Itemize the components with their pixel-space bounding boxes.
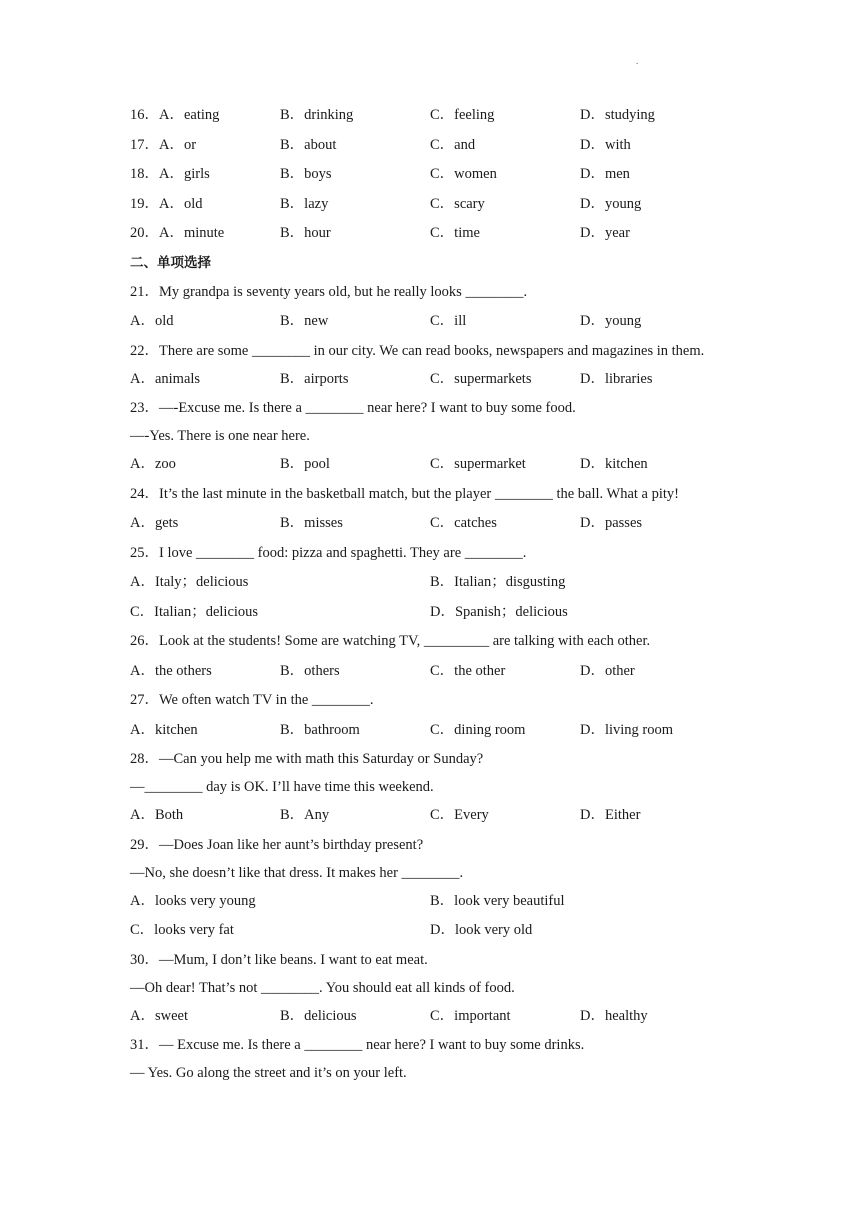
option-d: D．libraries [580,370,653,387]
question-number: 19． [130,195,159,212]
option-d: D．healthy [580,1007,648,1024]
option-b: B．pool [280,456,330,472]
option-c: C．Every [430,807,489,823]
option-a: A．kitchen [130,721,198,738]
option-b: B．Italian；disgusting [430,574,566,590]
option-c: C．ill [430,313,467,329]
question-stem: 24．It’s the last minute in the basketball match, but the player ________ the ball. What a pity! [130,485,679,502]
option-c: C．looks very fat [130,922,234,938]
question-stem: 21．My grandpa is seventy years old, but he really looks ________. [130,283,528,300]
question-stem: 31．— Excuse me. Is there a ________ near here? I want to buy some drinks. [130,1037,585,1053]
option-d: D．kitchen [580,456,648,472]
option-a: A．looks very young [130,892,256,909]
question-stem: 23．—-Excuse me. Is there a ________ near here? I want to buy some food. [130,400,576,416]
option-b: B．others [280,662,340,679]
options-row [130,598,730,628]
cloze-row [130,219,730,249]
option-d: D．passes [580,515,643,531]
question-number: 16． [130,107,159,123]
option-d: D．young [580,195,642,212]
option-d: D．Either [580,807,641,823]
option-d: D．men [580,166,630,182]
option-c: C．important [430,1007,511,1024]
option-b: B．bathroom [280,721,360,738]
option-d: D．Spanish；delicious [430,603,568,620]
options-row [130,916,730,946]
option-b: B．lazy [280,195,329,212]
dialogue-reply: —No, she doesn’t like that dress. It makes her ________. [130,864,464,881]
question-stem: 28．—Can you help me with math this Saturday or Sunday? [130,751,484,767]
question-stem: 27．We often watch TV in the ________. [130,692,374,708]
option-c: C．the other [430,662,506,679]
option-c: C．catches [430,515,497,531]
dialogue-reply: —________ day is OK. I’ll have time this weekend. [130,779,434,795]
section-title: 二、单项选择 [130,254,211,271]
dialogue-reply: — Yes. Go along the street and it’s on your left. [130,1065,407,1081]
option-a: A．Both [130,807,184,823]
option-c: C．feeling [430,107,495,123]
option-b: B．new [280,313,329,329]
question-number: 18． [130,166,159,182]
option-a: A．or [159,136,197,153]
option-a: A．gets [130,515,179,531]
option-a: A．Italy；delicious [130,574,249,590]
options-row [130,716,730,746]
option-b: B．airports [280,370,349,387]
option-d: D．living room [580,721,674,738]
option-b: B．hour [280,225,331,241]
option-d: D．young [580,313,642,329]
header-mark: . [636,56,639,66]
option-a: A．sweet [130,1007,188,1024]
option-d: D．year [580,225,630,241]
option-a: A．minute [159,225,225,241]
option-b: B．Any [280,807,330,823]
options-row [130,887,730,917]
options-row [130,450,730,480]
question-number: 17． [130,136,159,153]
option-a: A．old [159,195,203,212]
option-b: B．delicious [280,1007,357,1024]
question-stem: 26．Look at the students! Some are watching TV, _________ are talking with each other. [130,633,651,649]
option-b: B．misses [280,515,343,531]
option-c: C．supermarket [430,456,526,472]
question-stem: 29．—Does Joan like her aunt’s birthday present? [130,836,424,853]
option-a: A．the others [130,662,212,679]
option-c: C．Italian；delicious [130,603,259,620]
options-row [130,568,730,598]
option-b: B．look very beautiful [430,892,565,909]
options-row [130,1002,730,1032]
options-row [130,365,730,395]
option-b: B．boys [280,166,332,182]
option-c: C．supermarkets [430,370,532,387]
option-c: C．and [430,136,476,153]
option-a: A．old [130,313,174,329]
dialogue-reply: —Oh dear! That’s not ________. You should eat all kinds of food. [130,979,515,996]
option-b: B．about [280,136,337,153]
question-stem: 22．There are some ________ in our city. We can read books, newspapers and magazines in them. [130,342,705,359]
option-c: C．women [430,166,497,182]
cloze-row [130,190,730,220]
option-a: A．eating [159,107,220,123]
dialogue-reply: —-Yes. There is one near here. [130,428,310,444]
option-c: C．scary [430,195,485,212]
option-a: A．girls [159,166,210,182]
option-d: D．with [580,136,631,153]
options-row [130,509,730,539]
cloze-row [130,131,730,161]
question-stem: 30．—Mum, I don’t like beans. I want to eat meat. [130,951,428,968]
cloze-row [130,101,730,131]
option-a: A．animals [130,370,201,387]
option-b: B．drinking [280,107,354,123]
cloze-row [130,160,730,190]
options-row [130,657,730,687]
question-stem: 25．I love ________ food: pizza and spaghetti. They are ________. [130,544,527,561]
option-d: D．look very old [430,922,533,938]
options-row [130,307,730,337]
option-d: D．other [580,662,635,679]
options-row [130,801,730,831]
exam-content [130,101,730,1087]
option-c: C．dining room [430,721,526,738]
option-c: C．time [430,225,480,241]
option-d: D．studying [580,107,655,123]
option-a: A．zoo [130,456,176,472]
question-number: 20． [130,225,159,241]
